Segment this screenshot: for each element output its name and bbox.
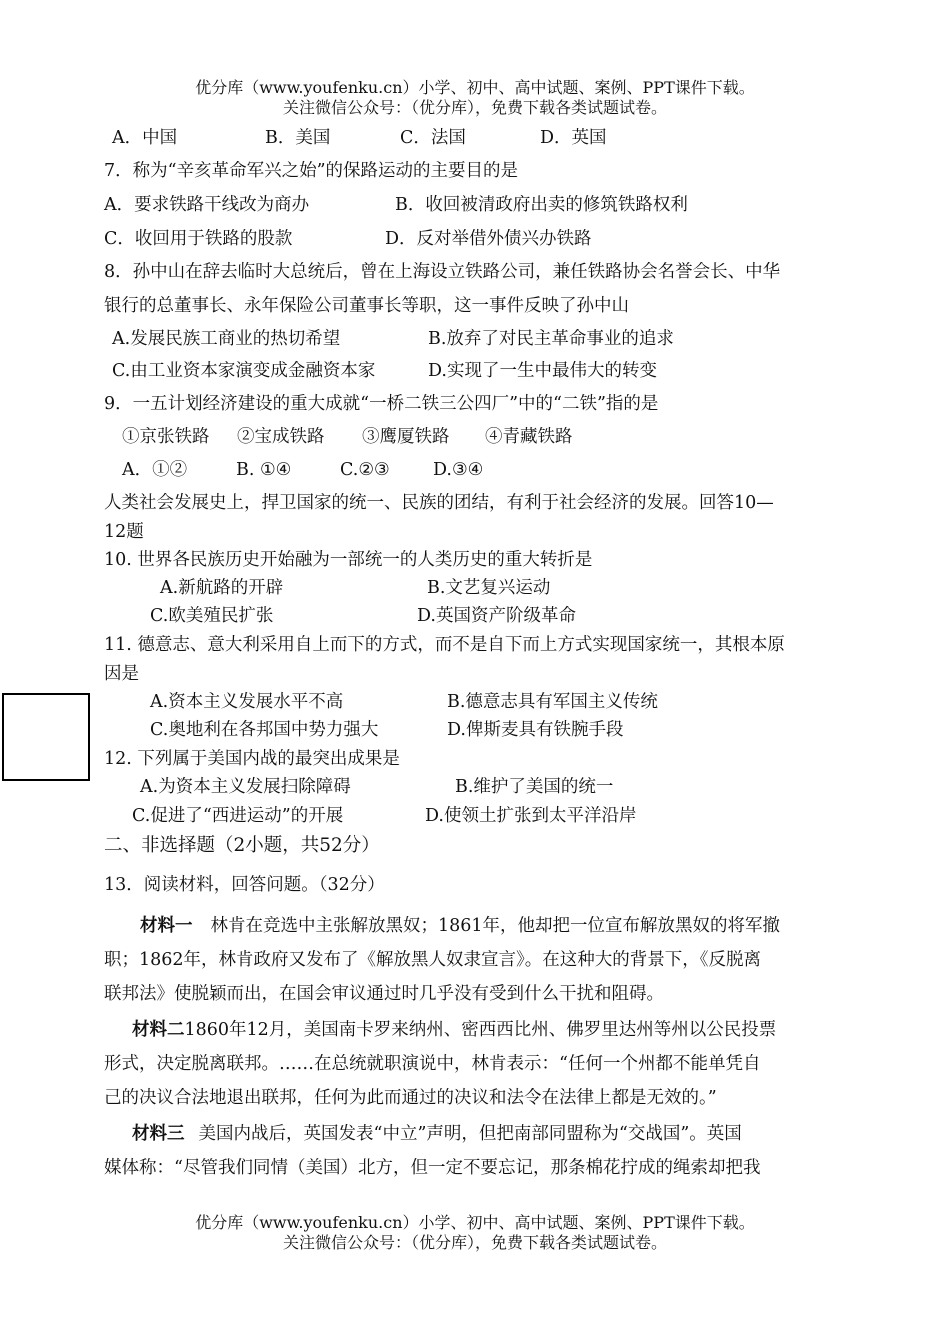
q10-option-d: D.英国资产阶级革命	[417, 606, 576, 626]
page-header-line-1: 优分库（www.youfenku.cn）小学、初中、高中试题、案例、PPT课件下载。	[195, 78, 755, 97]
margin-box	[2, 693, 90, 781]
material-3-label: 材料三	[132, 1124, 185, 1144]
q9-item-4: ④青藏铁路	[485, 427, 573, 447]
q13-stem: 13．阅读材料，回答问题。（32分）	[104, 875, 385, 895]
q11-option-b: B.德意志具有军国主义传统	[447, 692, 658, 712]
section-2-title: 二、非选择题（2小题，共52分）	[104, 835, 380, 856]
q7-option-d: D．反对举借外债兴办铁路	[385, 229, 592, 249]
q7-stem: 7．称为“辛亥革命军兴之始”的保路运动的主要目的是	[104, 161, 519, 181]
q6-option-a: A．中国	[112, 128, 178, 148]
q12-stem: 12. 下列属于美国内战的最突出成果是	[104, 749, 400, 769]
q7-option-c: C．收回用于铁路的股款	[104, 229, 293, 249]
page-footer-line-1: 优分库（www.youfenku.cn）小学、初中、高中试题、案例、PPT课件下载。	[195, 1213, 755, 1232]
q11-option-c: C.奥地利在各邦国中势力强大	[150, 720, 379, 740]
q9-option-d: D.③④	[433, 460, 484, 480]
q9-item-2: ②宝成铁路	[237, 427, 325, 447]
q13-material-2-line-3: 己的决议合法地退出联邦，任何为此而通过的决议和法令在法律上都是无效的。”	[104, 1088, 717, 1108]
q9-option-c: C.②③	[340, 460, 390, 480]
q13-material-2-line-1	[132, 1018, 776, 1042]
q12-option-b: B.维护了美国的统一	[455, 777, 614, 797]
q13-material-3-line-2: 媒体称：“尽管我们同情（美国）北方，但一定不要忘记，那条棉花拧成的绳索却把我	[104, 1158, 761, 1178]
q8-option-c: C.由工业资本家演变成金融资本家	[112, 361, 376, 381]
q7-option-a: A．要求铁路干线改为商办	[104, 195, 310, 215]
q12-option-a: A.为资本主义发展扫除障碍	[140, 777, 351, 797]
q8-stem-line-2: 银行的总董事长、永年保险公司董事长等职，这一事件反映了孙中山	[104, 296, 629, 316]
page-header-line-2: 关注微信公众号：（优分库），免费下载各类试题试卷。	[282, 98, 667, 117]
q8-option-d: D.实现了一生中最伟大的转变	[428, 361, 657, 381]
q13-material-1-line-2: 职；1862年，林肯政府又发布了《解放黑人奴隶宣言》。在这种大的背景下，《反脱离	[104, 950, 762, 970]
q8-option-a: A.发展民族工商业的热切希望	[112, 329, 341, 349]
q6-option-d: D．英国	[540, 128, 607, 148]
material-1-text-1: 林肯在竞选中主张解放黑奴；1861年，他却把一位宣布解放黑奴的将军撤	[210, 916, 781, 936]
q10-option-c: C.欧美殖民扩张	[150, 606, 274, 626]
q9-option-b: B. ①④	[236, 460, 292, 480]
q8-stem-line-1: 8．孙中山在辞去临时大总统后，曾在上海设立铁路公司，兼任铁路协会名誉会长、中华	[104, 262, 781, 282]
q6-option-c: C．法国	[400, 128, 466, 148]
q7-option-b: B．收回被清政府出卖的修筑铁路权利	[395, 195, 688, 215]
q11-stem-line-2: 因是	[104, 664, 139, 684]
q9-stem: 9．一五计划经济建设的重大成就“一桥二铁三公四厂”中的“二铁”指的是	[104, 394, 659, 414]
q6-option-b: B．美国	[265, 128, 331, 148]
q13-material-3-line-1	[132, 1122, 742, 1146]
q10-option-b: B.文艺复兴运动	[427, 578, 551, 598]
q11-option-a: A.资本主义发展水平不高	[150, 692, 344, 712]
q9-item-1: ①京张铁路	[122, 427, 210, 447]
q11-option-d: D.俾斯麦具有铁腕手段	[447, 720, 624, 740]
q12-option-c: C.促进了“西进运动”的开展	[132, 806, 344, 826]
material-2-label: 材料二	[132, 1020, 185, 1040]
material-2-text-1: 1860年12月，美国南卡罗来纳州、密西西比州、佛罗里达州等州以公民投票	[184, 1020, 777, 1040]
q10-option-a: A.新航路的开辟	[160, 578, 284, 598]
group-intro-line-1: 人类社会发展史上，捍卫国家的统一、民族的团结，有利于社会经济的发展。回答10—	[104, 493, 774, 513]
page-footer-line-2: 关注微信公众号：（优分库），免费下载各类试题试卷。	[282, 1233, 667, 1252]
q9-item-3: ③鹰厦铁路	[362, 427, 450, 447]
q12-option-d: D.使领土扩张到太平洋沿岸	[425, 806, 637, 826]
q10-stem: 10. 世界各民族历史开始融为一部统一的人类历史的重大转折是	[104, 550, 593, 570]
q9-option-a: A．①②	[122, 460, 188, 480]
q13-material-2-line-2: 形式，决定脱离联邦。……在总统就职演说中，林肯表示：“任何一个州都不能单凭自	[104, 1054, 761, 1074]
material-3-text-1: 美国内战后，英国发表“中立”声明，但把南部同盟称为“交战国”。英国	[198, 1124, 742, 1144]
group-intro-line-2: 12题	[104, 522, 144, 542]
q11-stem-line-1: 11. 德意志、意大利采用自上而下的方式，而不是自下而上方式实现国家统一，其根本原	[104, 635, 785, 655]
q13-material-1-line-3: 联邦法》使脱颖而出，在国会审议通过时几乎没有受到什么干扰和阻碍。	[104, 984, 664, 1004]
q8-option-b: B.放弃了对民主革命事业的追求	[428, 329, 674, 349]
material-1-label: 材料一	[140, 916, 193, 936]
q13-material-1-line-1	[140, 914, 780, 938]
